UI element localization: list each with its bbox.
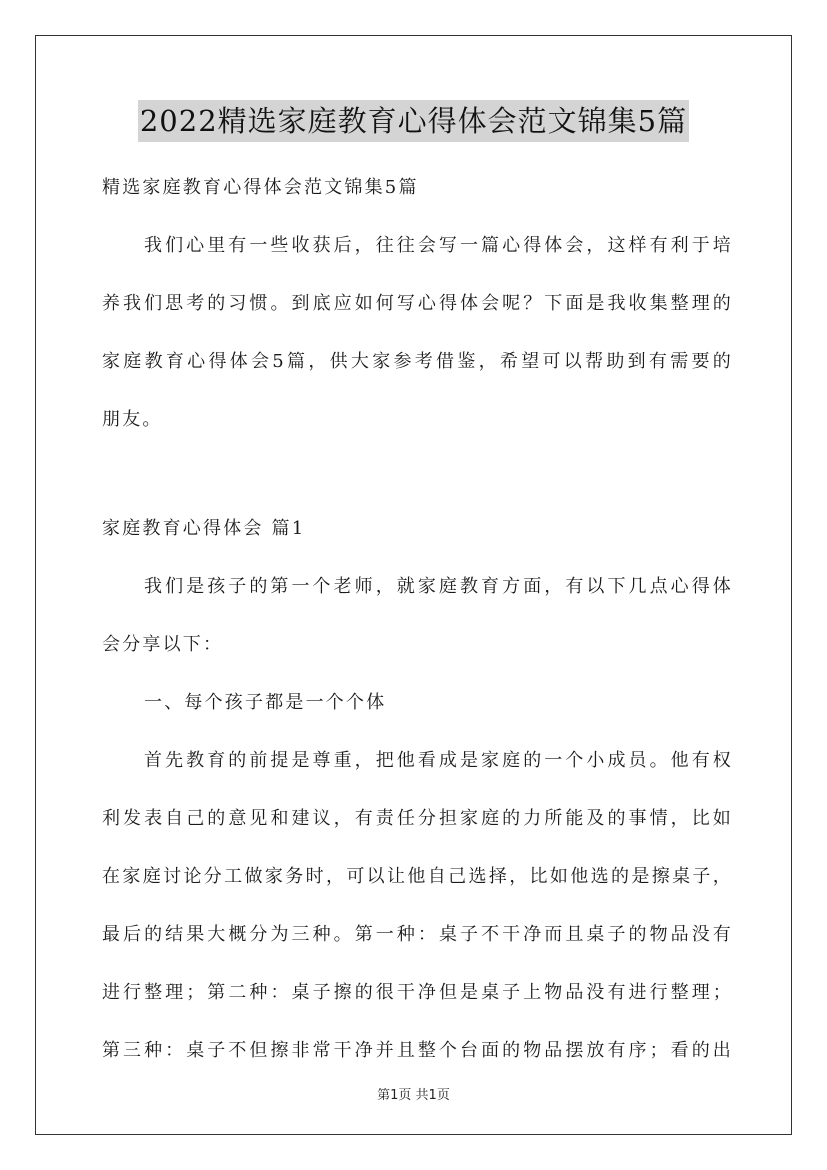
title-container <box>0 100 827 142</box>
body-line: 在家庭讨论分工做家务时，可以让他自己选择，比如他选的是擦桌子， <box>102 866 732 887</box>
intro-line: 养我们思考的习惯。到底应如何写心得体会呢？下面是我收集整理的 <box>102 293 732 314</box>
section-heading: 家庭教育心得体会 篇1 <box>102 518 306 539</box>
subtitle: 精选家庭教育心得体会范文锦集5篇 <box>102 177 419 198</box>
body-line: 第三种：桌子不但擦非常干净并且整个台面的物品摆放有序；看的出 <box>102 1040 732 1061</box>
body-line: 首先教育的前提是尊重，把他看成是家庭的一个小成员。他有权 <box>144 750 732 771</box>
body-line: 最后的结果大概分为三种。第一种：桌子不干净而且桌子的物品没有 <box>102 924 732 945</box>
body-line: 利发表自己的意见和建议，有责任分担家庭的力所能及的事情，比如 <box>102 808 732 829</box>
intro-line: 我们心里有一些收获后，往往会写一篇心得体会，这样有利于培 <box>144 235 732 256</box>
document-body <box>102 173 732 1094</box>
body-line: 进行整理；第二种：桌子擦的很干净但是桌子上物品没有进行整理； <box>102 982 732 1003</box>
paragraph-gap <box>102 463 732 514</box>
body-line: 会分享以下： <box>102 634 224 655</box>
page-footer: 第1页 共1页 <box>377 1088 450 1103</box>
intro-line: 朋友。 <box>102 409 163 430</box>
intro-line: 家庭教育心得体会5篇，供大家参考借鉴，希望可以帮助到有需要的 <box>102 351 732 372</box>
body-line: 我们是孩子的第一个老师，就家庭教育方面，有以下几点心得体 <box>144 576 732 597</box>
numbered-point-heading: 一、每个孩子都是一个个体 <box>144 692 387 713</box>
document-title: 2022精选家庭教育心得体会范文锦集5篇 <box>138 100 689 142</box>
